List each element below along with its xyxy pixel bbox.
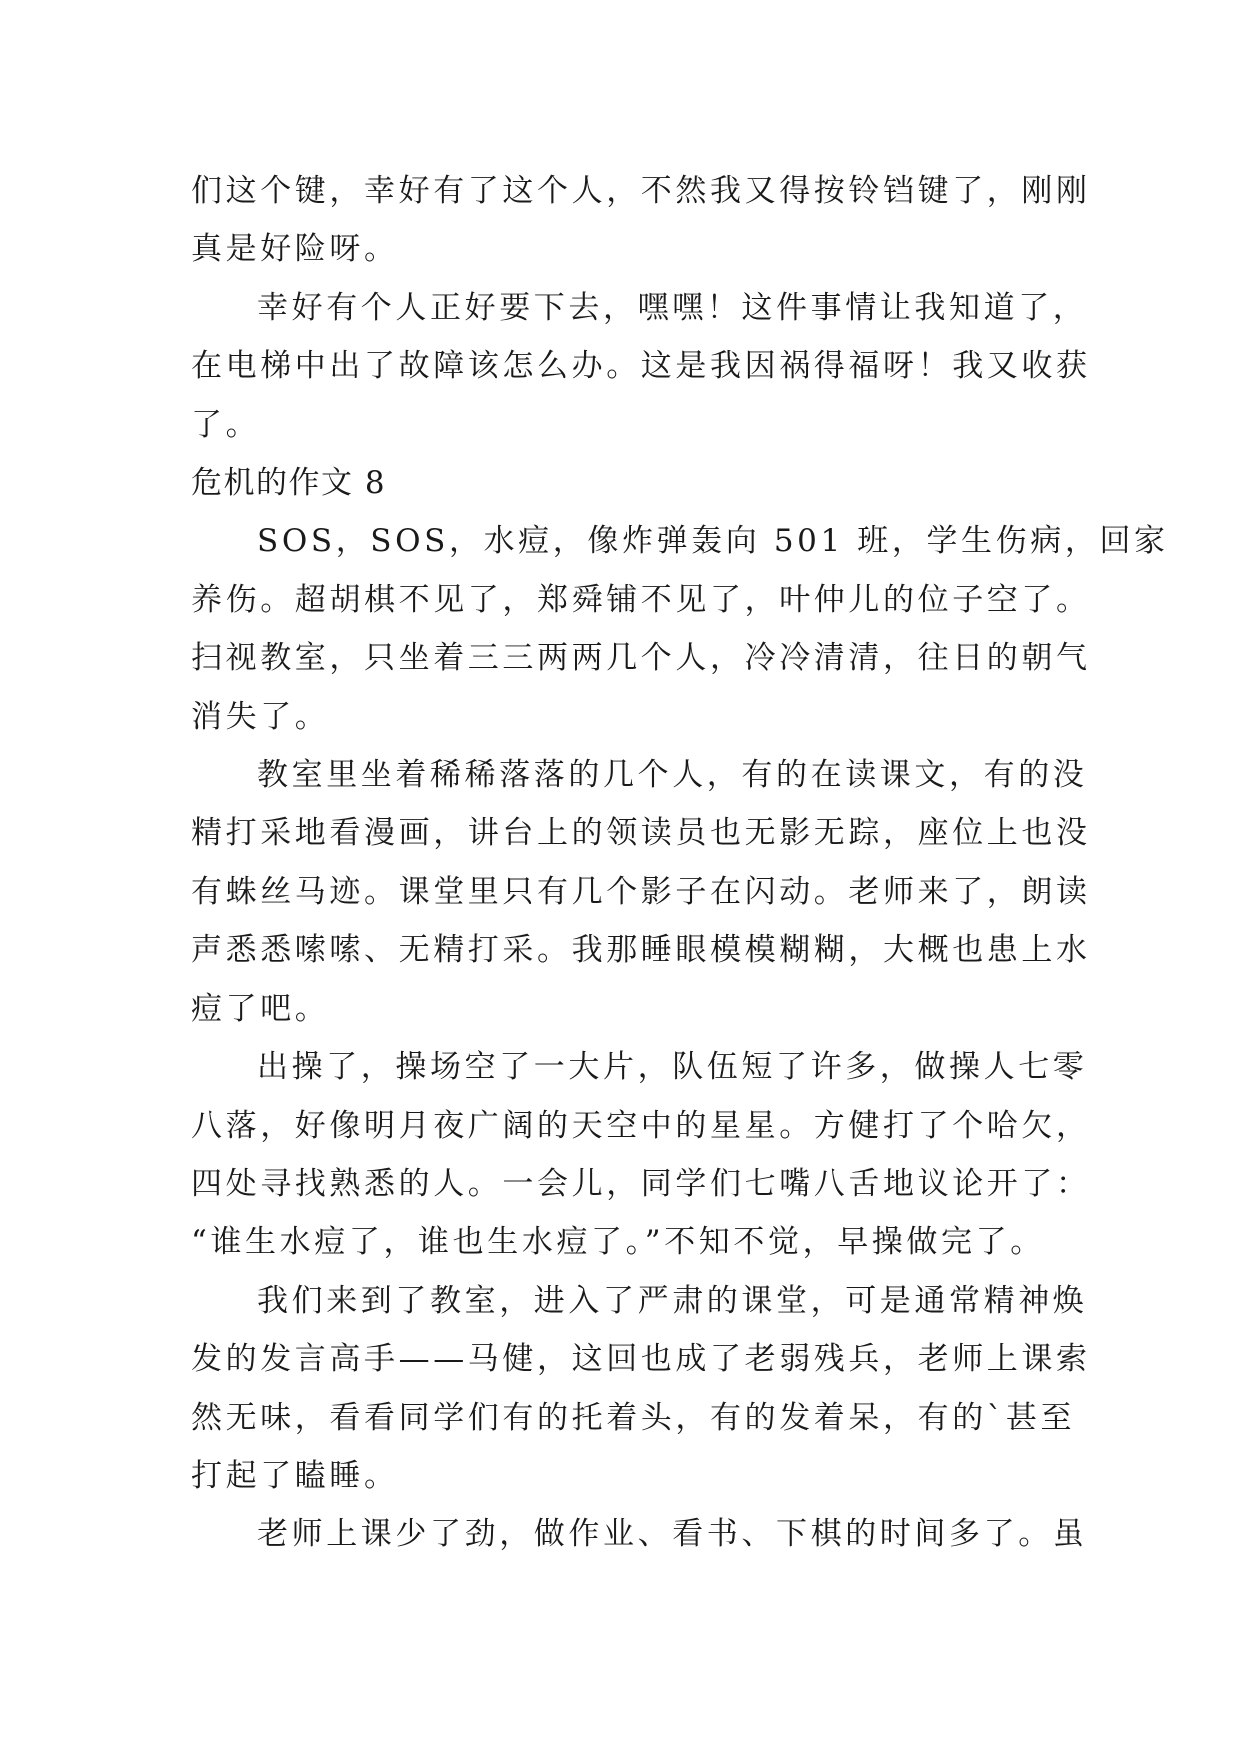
text-line: 在电梯中出了故障该怎么办。这是我因祸得福呀！我又收获: [191, 348, 1091, 385]
text-line: “谁生水痘了，谁也生水痘了。”不知不觉，早操做完了。: [191, 1224, 1045, 1261]
paragraph: [191, 746, 1091, 1038]
text-line: 老师上课少了劲，做作业、看书、下棋的时间多了。虽: [257, 1516, 1088, 1553]
paragraph: [191, 279, 1091, 454]
text-line: 发的发言高手——马健，这回也成了老弱残兵，老师上课索: [191, 1341, 1091, 1378]
text-line: 声悉悉嗦嗦、无精打采。我那睡眼模模糊糊，大概也患上水: [191, 932, 1091, 969]
text-line: 八落，好像明月夜广阔的天空中的星星。方健打了个哈欠，: [191, 1107, 1091, 1144]
text-line: 了。: [191, 406, 261, 443]
text-line: 养伤。超胡棋不见了，郑舜铺不见了，叶仲儿的位子空了。: [191, 581, 1091, 618]
text-line: 精打采地看漫画，讲台上的领读员也无影无踪，座位上也没: [191, 815, 1091, 852]
text-line: 有蛛丝马迹。课堂里只有几个影子在闪动。老师来了，朗读: [191, 873, 1091, 910]
text-line: 痘了吧。: [191, 990, 330, 1027]
text-line: 幸好有个人正好要下去，嘿嘿！这件事情让我知道了，: [257, 289, 1088, 326]
document-body: [191, 162, 1169, 1564]
text-line: 真是好险呀。: [191, 231, 399, 268]
paragraph: [191, 1505, 1088, 1563]
paragraph-continuation: [191, 162, 1091, 279]
text-line: 打起了瞌睡。: [191, 1457, 399, 1494]
text-line: 们这个键，幸好有了这个人，不然我又得按铃铛键了，刚刚: [191, 173, 1091, 209]
heading-text: 危机的作文 8: [191, 465, 387, 502]
paragraph: [191, 1272, 1091, 1506]
text-line: SOS，SOS，水痘，像炸弹轰向 501 班，学生伤病，回家: [257, 523, 1169, 560]
text-line: 四处寻找熟悉的人。一会儿，同学们七嘴八舌地议论开了：: [191, 1165, 1091, 1202]
text-line: 扫视教室，只坐着三三两两几个人，冷冷清清，往日的朝气: [191, 640, 1091, 677]
text-line: 教室里坐着稀稀落落的几个人，有的在读课文，有的没: [257, 757, 1088, 794]
section-heading: [191, 454, 1071, 512]
text-line: 然无味，看看同学们有的托着头，有的发着呆，有的`甚至: [191, 1399, 1076, 1436]
paragraph: [191, 512, 1169, 746]
text-line: 出操了，操场空了一大片，队伍短了许多，做操人七零: [257, 1049, 1088, 1086]
paragraph: [191, 1038, 1091, 1272]
text-line: 消失了。: [191, 698, 330, 735]
text-line: 我们来到了教室，进入了严肃的课堂，可是通常精神焕: [257, 1282, 1088, 1319]
